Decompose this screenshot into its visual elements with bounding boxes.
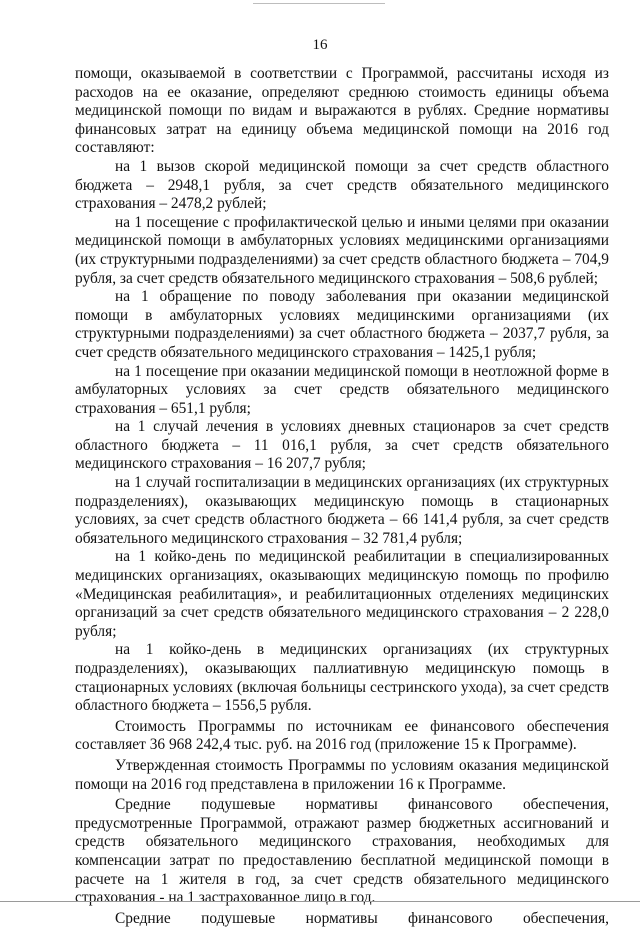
paragraph-per-capita-standards-continued: Средние подушевые нормативы финансового обеспечения, <box>115 909 609 927</box>
document-body <box>75 65 609 928</box>
paragraph-intro-continuation: помощи, оказываемой в соответствии с Программой, рассчитаны исходя из расходов на ее оказание, определяют среднюю стоимость единицы объема медицинской помощи по видам и выражаются в рублях. Средние нормативы финансовых затрат на единицу объема медицинской помощи на 2016 год составляют: <box>75 65 609 157</box>
paragraph-disease-appeal: на 1 обращение по поводу заболевания при оказании медицинской помощи в амбулаторных условиях медицинскими организациями (их структурными подразделениями) за счет областного бюджета – 2037,7 рубля, за счет средств обязательного медицинского страхования – 1425,1 рубля; <box>75 288 609 361</box>
paragraph-rehabilitation-bed-day: на 1 койко-день по медицинской реабилитации в специализированных медицинских организациях, оказывающих медицинскую помощь по профилю «Медицинская реабилитация», и реабилитационных отделениях медицинских организаций за счет средств обязательного медицинского страхования – 2 228,0 рубля; <box>75 548 609 640</box>
page-number: 16 <box>312 37 328 53</box>
paragraph-approved-cost: Утвержденная стоимость Программы по условиям оказания медицинской помощи на 2016 год представлена в приложении 16 к Программе. <box>75 756 609 793</box>
paragraph-urgent-visit: на 1 посещение при оказании медицинской помощи в неотложной форме в амбулаторных условиях за счет средств обязательного медицинского страхования – 651,1 рубля; <box>75 362 609 417</box>
paragraph-program-cost: Стоимость Программы по источникам ее финансового обеспечения составляет 36 968 242,4 тыс. руб. на 2016 год (приложение 15 к Программе). <box>75 717 609 754</box>
paragraph-per-capita-standards: Средние подушевые нормативы финансового обеспечения, предусмотренные Программой, отражают размер бюджетных ассигнований и средств обязательного медицинского страхования, необходимых для компенсации затрат по предоставлению бесплатной медицинской помощи в расчете на 1 жителя в год, за счет средств обязательного медицинского страхования - на 1 застрахованное лицо в год. <box>75 796 609 907</box>
paragraph-day-hospital: на 1 случай лечения в условиях дневных стационаров за счет средств областного бюджета – 11 016,1 рубля, за счет средств обязательного медицинского страхования – 16 207,7 рубля; <box>75 418 609 473</box>
paragraph-ambulance-call: на 1 вызов скорой медицинской помощи за счет средств областного бюджета – 2948,1 рубля, за счет средств обязательного медицинского страхования – 2478,2 рублей; <box>75 157 609 213</box>
paragraph-hospitalization: на 1 случай госпитализации в медицинских организациях (их структурных подразделениях), оказывающих медицинскую помощь в стационарных условиях, за счет средств областного бюджета – 66 141,4 рубля, за счет средств обязательного медицинского страхования – 32 781,4 рубля; <box>75 474 609 547</box>
bottom-divider <box>0 901 640 902</box>
paragraph-palliative-bed-day: на 1 койко-день в медицинских организациях (их структурных подразделениях), оказывающих паллиативную медицинскую помощь в стационарных условиях (включая больницы сестринского ухода), за счет средств областного бюджета – 1556,5 рубля. <box>75 641 609 715</box>
top-divider <box>253 3 385 4</box>
paragraph-preventive-visit: на 1 посещение с профилактической целью и иными целями при оказании медицинской помощи в амбулаторных условиях медицинскими организациями (их структурными подразделениями) за счет средств областного бюджета – 704,9 рубля, за счет средств обязательного медицинского страхования – 508,6 рублей; <box>75 213 609 287</box>
